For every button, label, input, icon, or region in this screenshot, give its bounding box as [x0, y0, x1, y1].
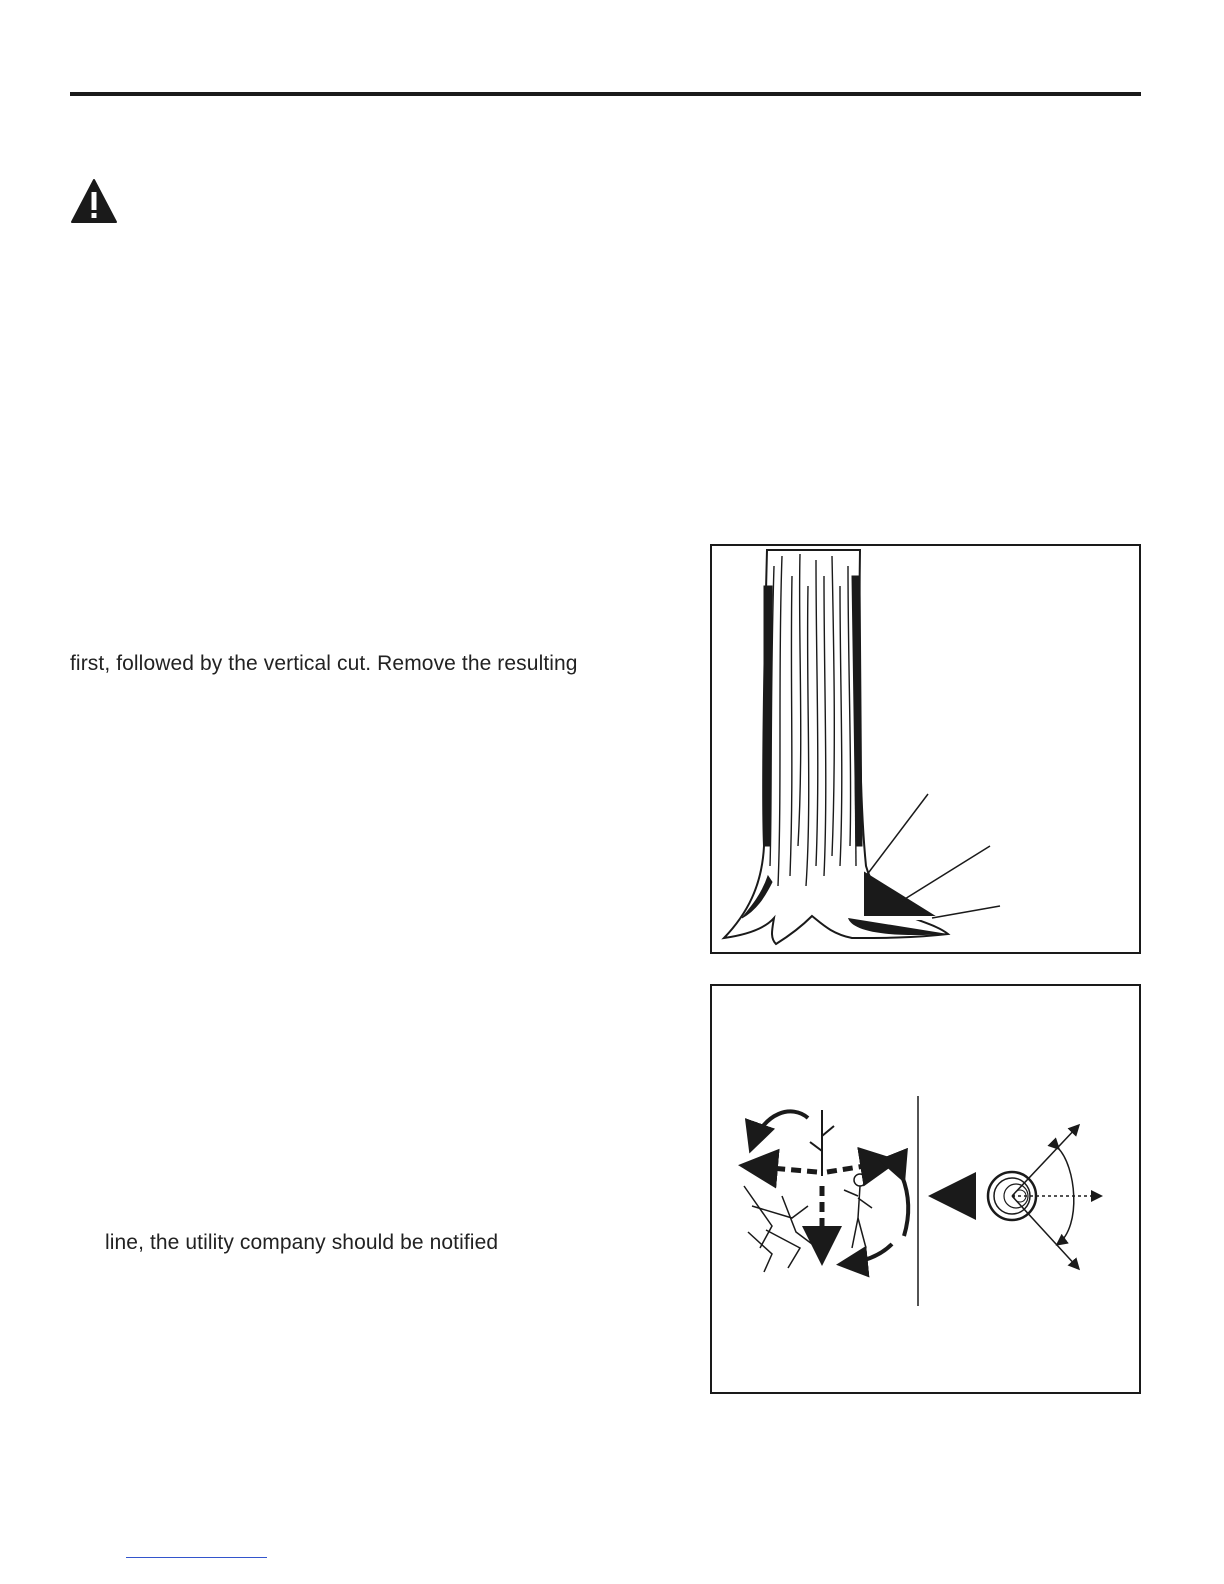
body-text-line-1: first, followed by the vertical cut. Remove the resulting	[70, 652, 578, 675]
footer-link-underline[interactable]	[126, 1557, 267, 1558]
notch-wedge	[864, 872, 938, 918]
felling-direction-figure	[710, 984, 1141, 1394]
warning-triangle-icon	[70, 178, 118, 224]
body-text-line-2: line, the utility company should be notified	[105, 1231, 499, 1254]
tree-base-notch-figure	[710, 544, 1141, 954]
tree-trunk	[724, 550, 948, 944]
header-rule	[70, 92, 1141, 96]
